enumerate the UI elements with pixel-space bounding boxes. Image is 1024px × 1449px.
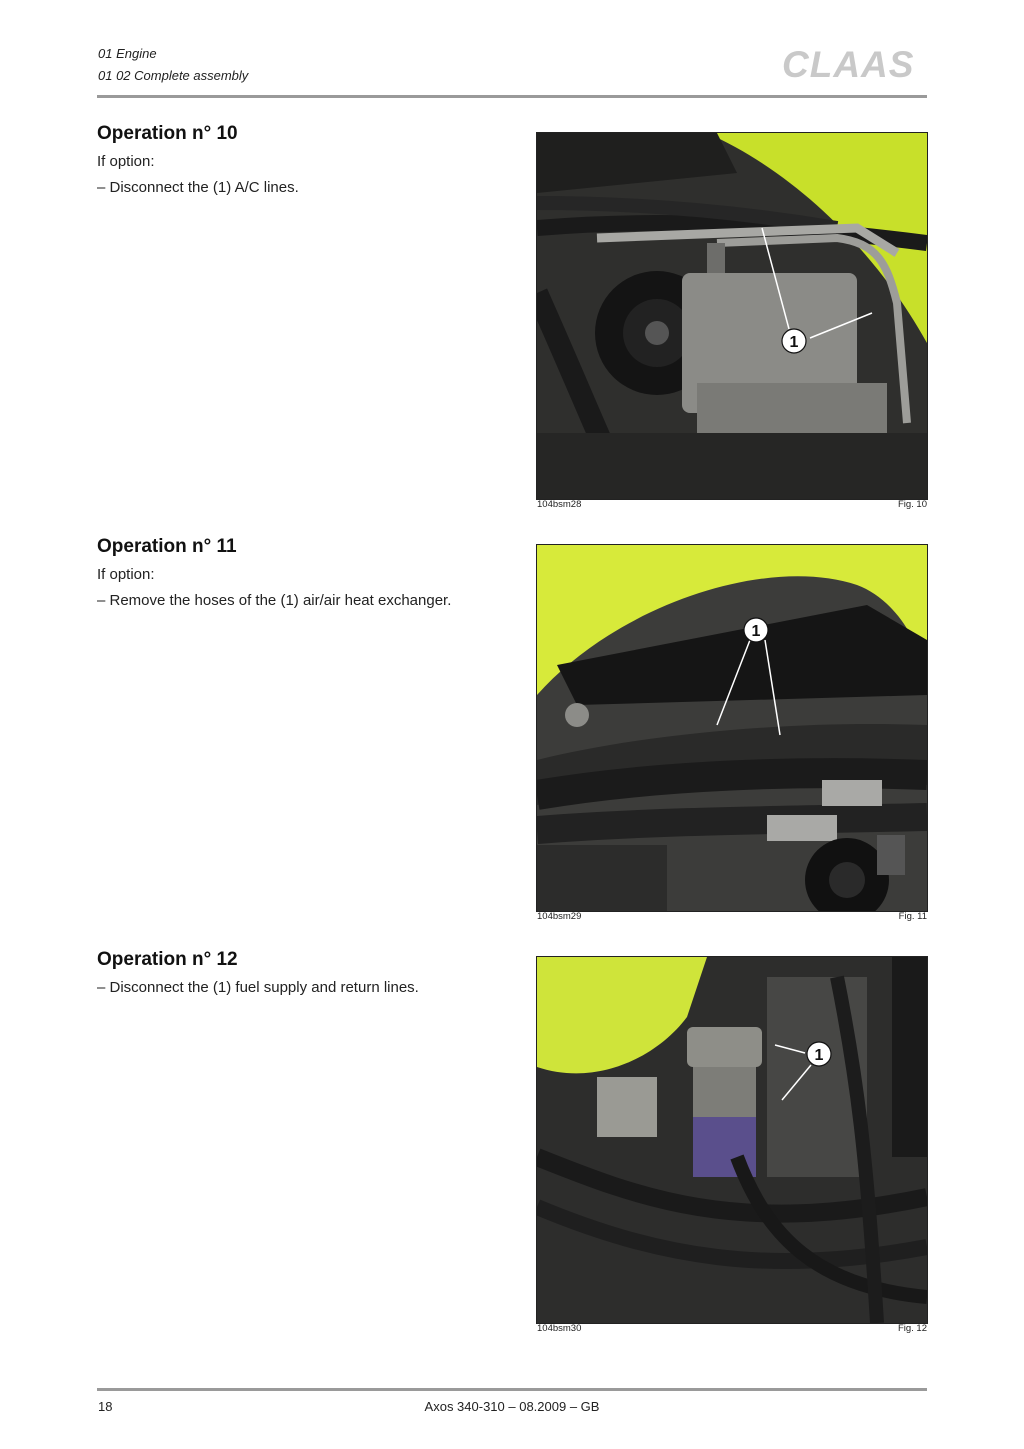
hose-fitting: [822, 780, 882, 806]
figure-12-label: Fig. 12: [897, 1323, 927, 1334]
operation-10-line-1: If option:: [97, 153, 155, 170]
logo-text: CLAAS: [782, 46, 915, 82]
figure-12-code: 104bsm30: [537, 1323, 582, 1334]
figure-11-photo: [536, 544, 928, 912]
figure-10-code: 104bsm28: [537, 499, 582, 510]
operation-11-line-2: – Remove the hoses of the (1) air/air heat exchanger.: [97, 592, 452, 609]
callout-label: 1: [814, 1047, 824, 1064]
footer-rule: [97, 1388, 927, 1391]
figure-11-label: Fig. 11: [898, 911, 927, 922]
operation-11-line-1: If option:: [97, 566, 155, 583]
operation-11-title: Operation n° 11: [97, 536, 237, 557]
figure-12-photo: [536, 956, 928, 1324]
footer-document: Axos 340-310 – 08.2009 – GB: [424, 1399, 600, 1414]
operation-10-line-2: – Disconnect the (1) A/C lines.: [97, 179, 299, 196]
header-section: 01 02 Complete assembly: [98, 68, 249, 83]
page-number: 18: [98, 1399, 113, 1414]
operation-12-title: Operation n° 12: [97, 949, 238, 970]
callout-label: 1: [751, 623, 761, 640]
figure-11-code: 104bsm29: [537, 911, 582, 922]
header-chapter: 01 Engine: [98, 46, 157, 61]
claas-logo: [782, 46, 928, 82]
header-rule: [97, 95, 927, 98]
operation-10-title: Operation n° 10: [97, 123, 238, 144]
callout-label: 1: [789, 334, 799, 351]
operation-12-line-1: – Disconnect the (1) fuel supply and return lines.: [97, 979, 419, 996]
figure-10-label: Fig. 10: [897, 499, 927, 510]
figure-10-photo: [536, 132, 928, 500]
fuel-filter-head: [687, 1027, 762, 1067]
